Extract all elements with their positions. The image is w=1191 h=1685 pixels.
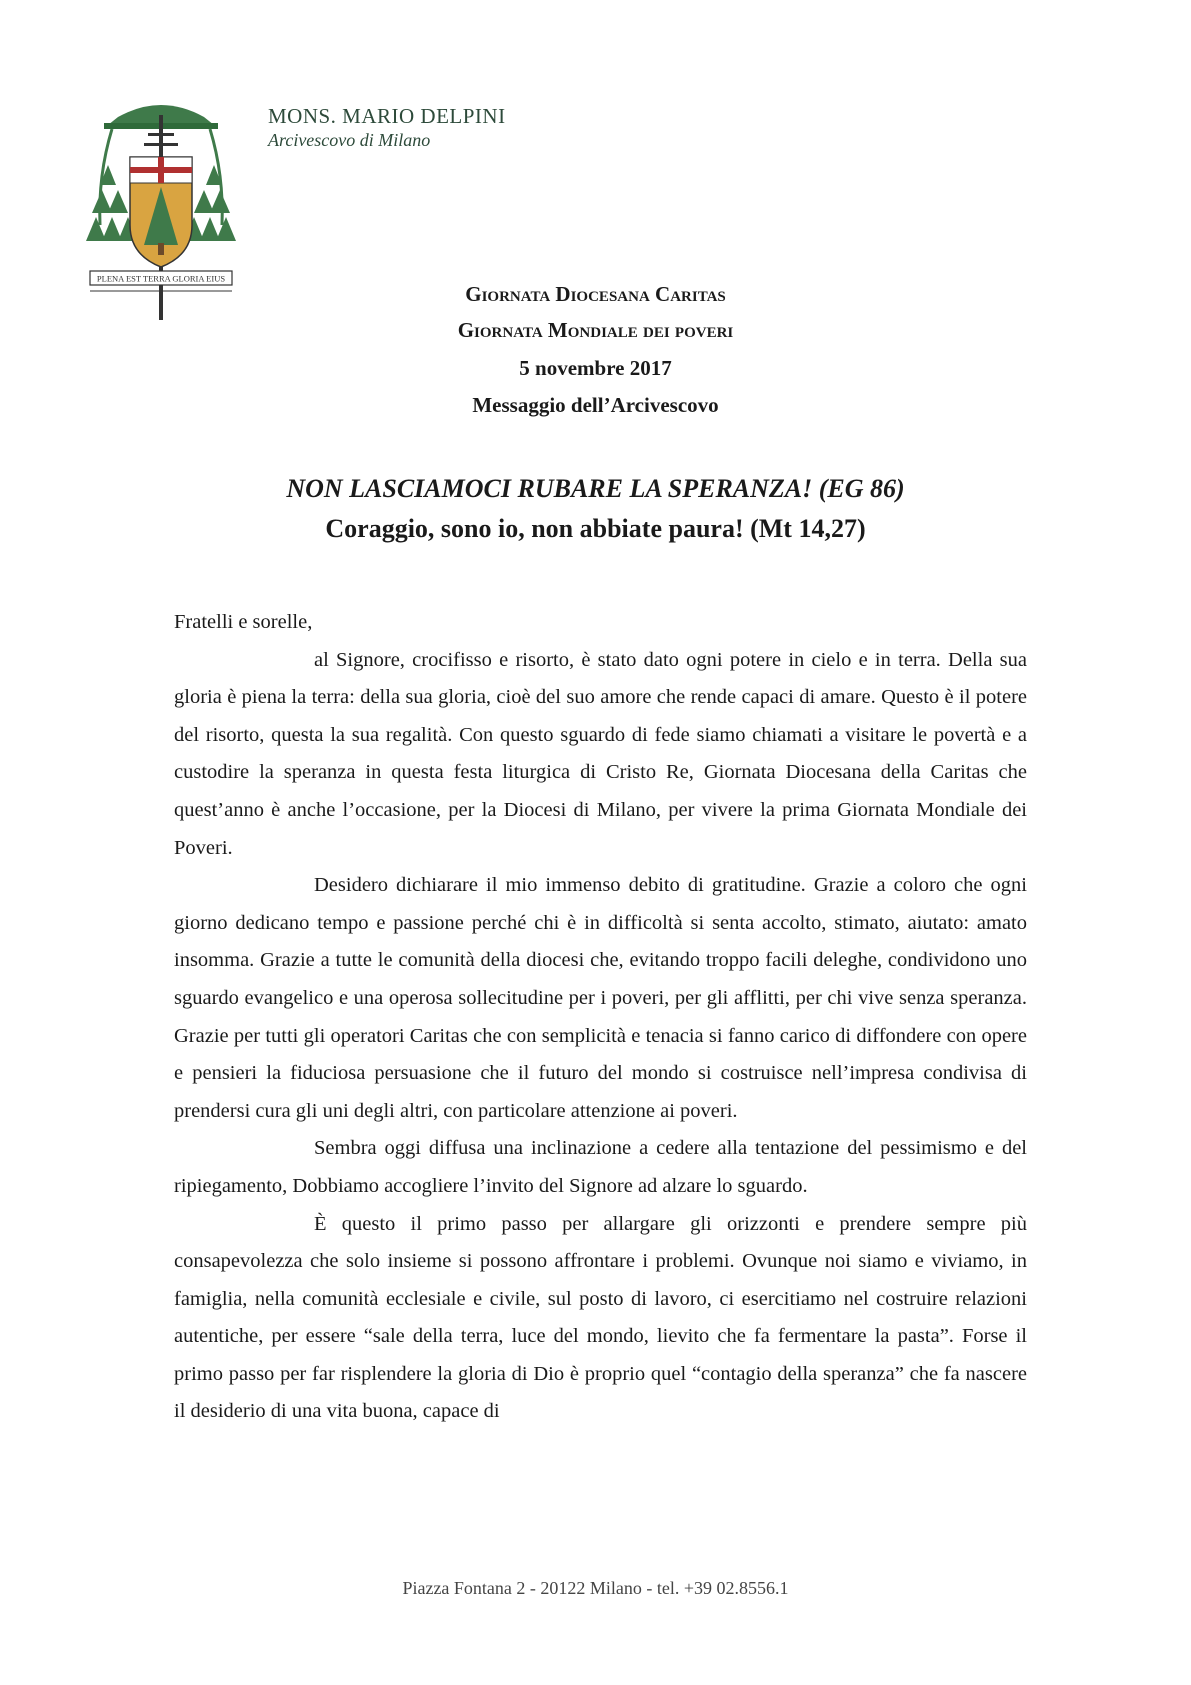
sender-title: Arcivescovo di Milano (268, 130, 431, 150)
sender-name: MONS. MARIO DELPINI (268, 104, 506, 128)
title-main: NON LASCIAMOCI RUBARE LA SPERANZA! (EG 86) (286, 474, 905, 503)
crest-motto: PLENA EST TERRA GLORIA EIUS (96, 273, 226, 284)
salutation: Fratelli e sorelle, (174, 611, 313, 633)
letter-body (174, 604, 1027, 1431)
heading-line-1: Giornata Diocesana Caritas (465, 282, 726, 306)
paragraph-2: Desidero dichiarare il mio immenso debito di gratitudine. Grazie a coloro che ogni giorno dedicano tempo e passione perché chi è in difficoltà si senta accolto, stimato, aiutato: amato insomma. Grazie a tutte le comunità della diocesi che, evitando troppo facili deleghe, condividono uno sguardo evangelico e una operosa sollecitudine per i poveri, per gli afflitti, per chi vive senza speranza. Grazie per tutti gli operatori Caritas che con semplicità e tenacia si fanno carico di diffondere con opere e pensieri la fiduciosa persuasione che il futuro del mondo si costruisce nell’impresa condivisa di prendersi cura gli uni degli altri, con particolare attenzione ai poveri. (174, 874, 1027, 1122)
paragraph-1: al Signore, crocifisso e risorto, è stato dato ogni potere in cielo e in terra. Della sua gloria è piena la terra: della sua gloria, cioè del suo amore che rende capaci di amare. Questo è il potere del risorto, questa la sua regalità. Con questo sguardo di fede siamo chiamati a visitare le povertà e a custodire la speranza in questa festa liturgica di Cristo Re, Giornata Diocesana della Caritas che quest’anno è anche l’occasione, per la Diocesi di Milano, per vivere la prima Giornata Mondiale dei Poveri. (174, 648, 1027, 859)
heading-subtitle: Messaggio dell’Arcivescovo (472, 393, 719, 417)
heading-line-2: Giornata Mondiale dei poveri (457, 318, 734, 342)
title-secondary: Coraggio, sono io, non abbiate paura! (Mt 14,27) (325, 514, 866, 543)
paragraph-4: È questo il primo passo per allargare gli orizzonti e prendere sempre più consapevolezza che solo insieme si possono affrontare i problemi. Ovunque noi siamo e viviamo, in famiglia, nella comunità ecclesiale e civile, sul posto di lavoro, ci esercitiamo nel costruire relazioni autentiche, per essere “sale della terra, luce del mondo, lievito che fa fermentare la pasta”. Forse il primo passo per far risplendere la gloria di Dio è proprio quel “contagio della speranza” che fa nascere il desiderio di una vita buona, capace di (174, 1212, 1027, 1423)
footer-address: Piazza Fontana 2 - 20122 Milano - tel. +39 02.8556.1 (402, 1578, 789, 1598)
paragraph-3: Sembra oggi diffusa una inclinazione a cedere alla tentazione del pessimismo e del ripiegamento, Dobbiamo accogliere l’invito del Signore ad alzare lo sguardo. (174, 1137, 1027, 1197)
heading-date: 5 novembre 2017 (519, 356, 672, 380)
